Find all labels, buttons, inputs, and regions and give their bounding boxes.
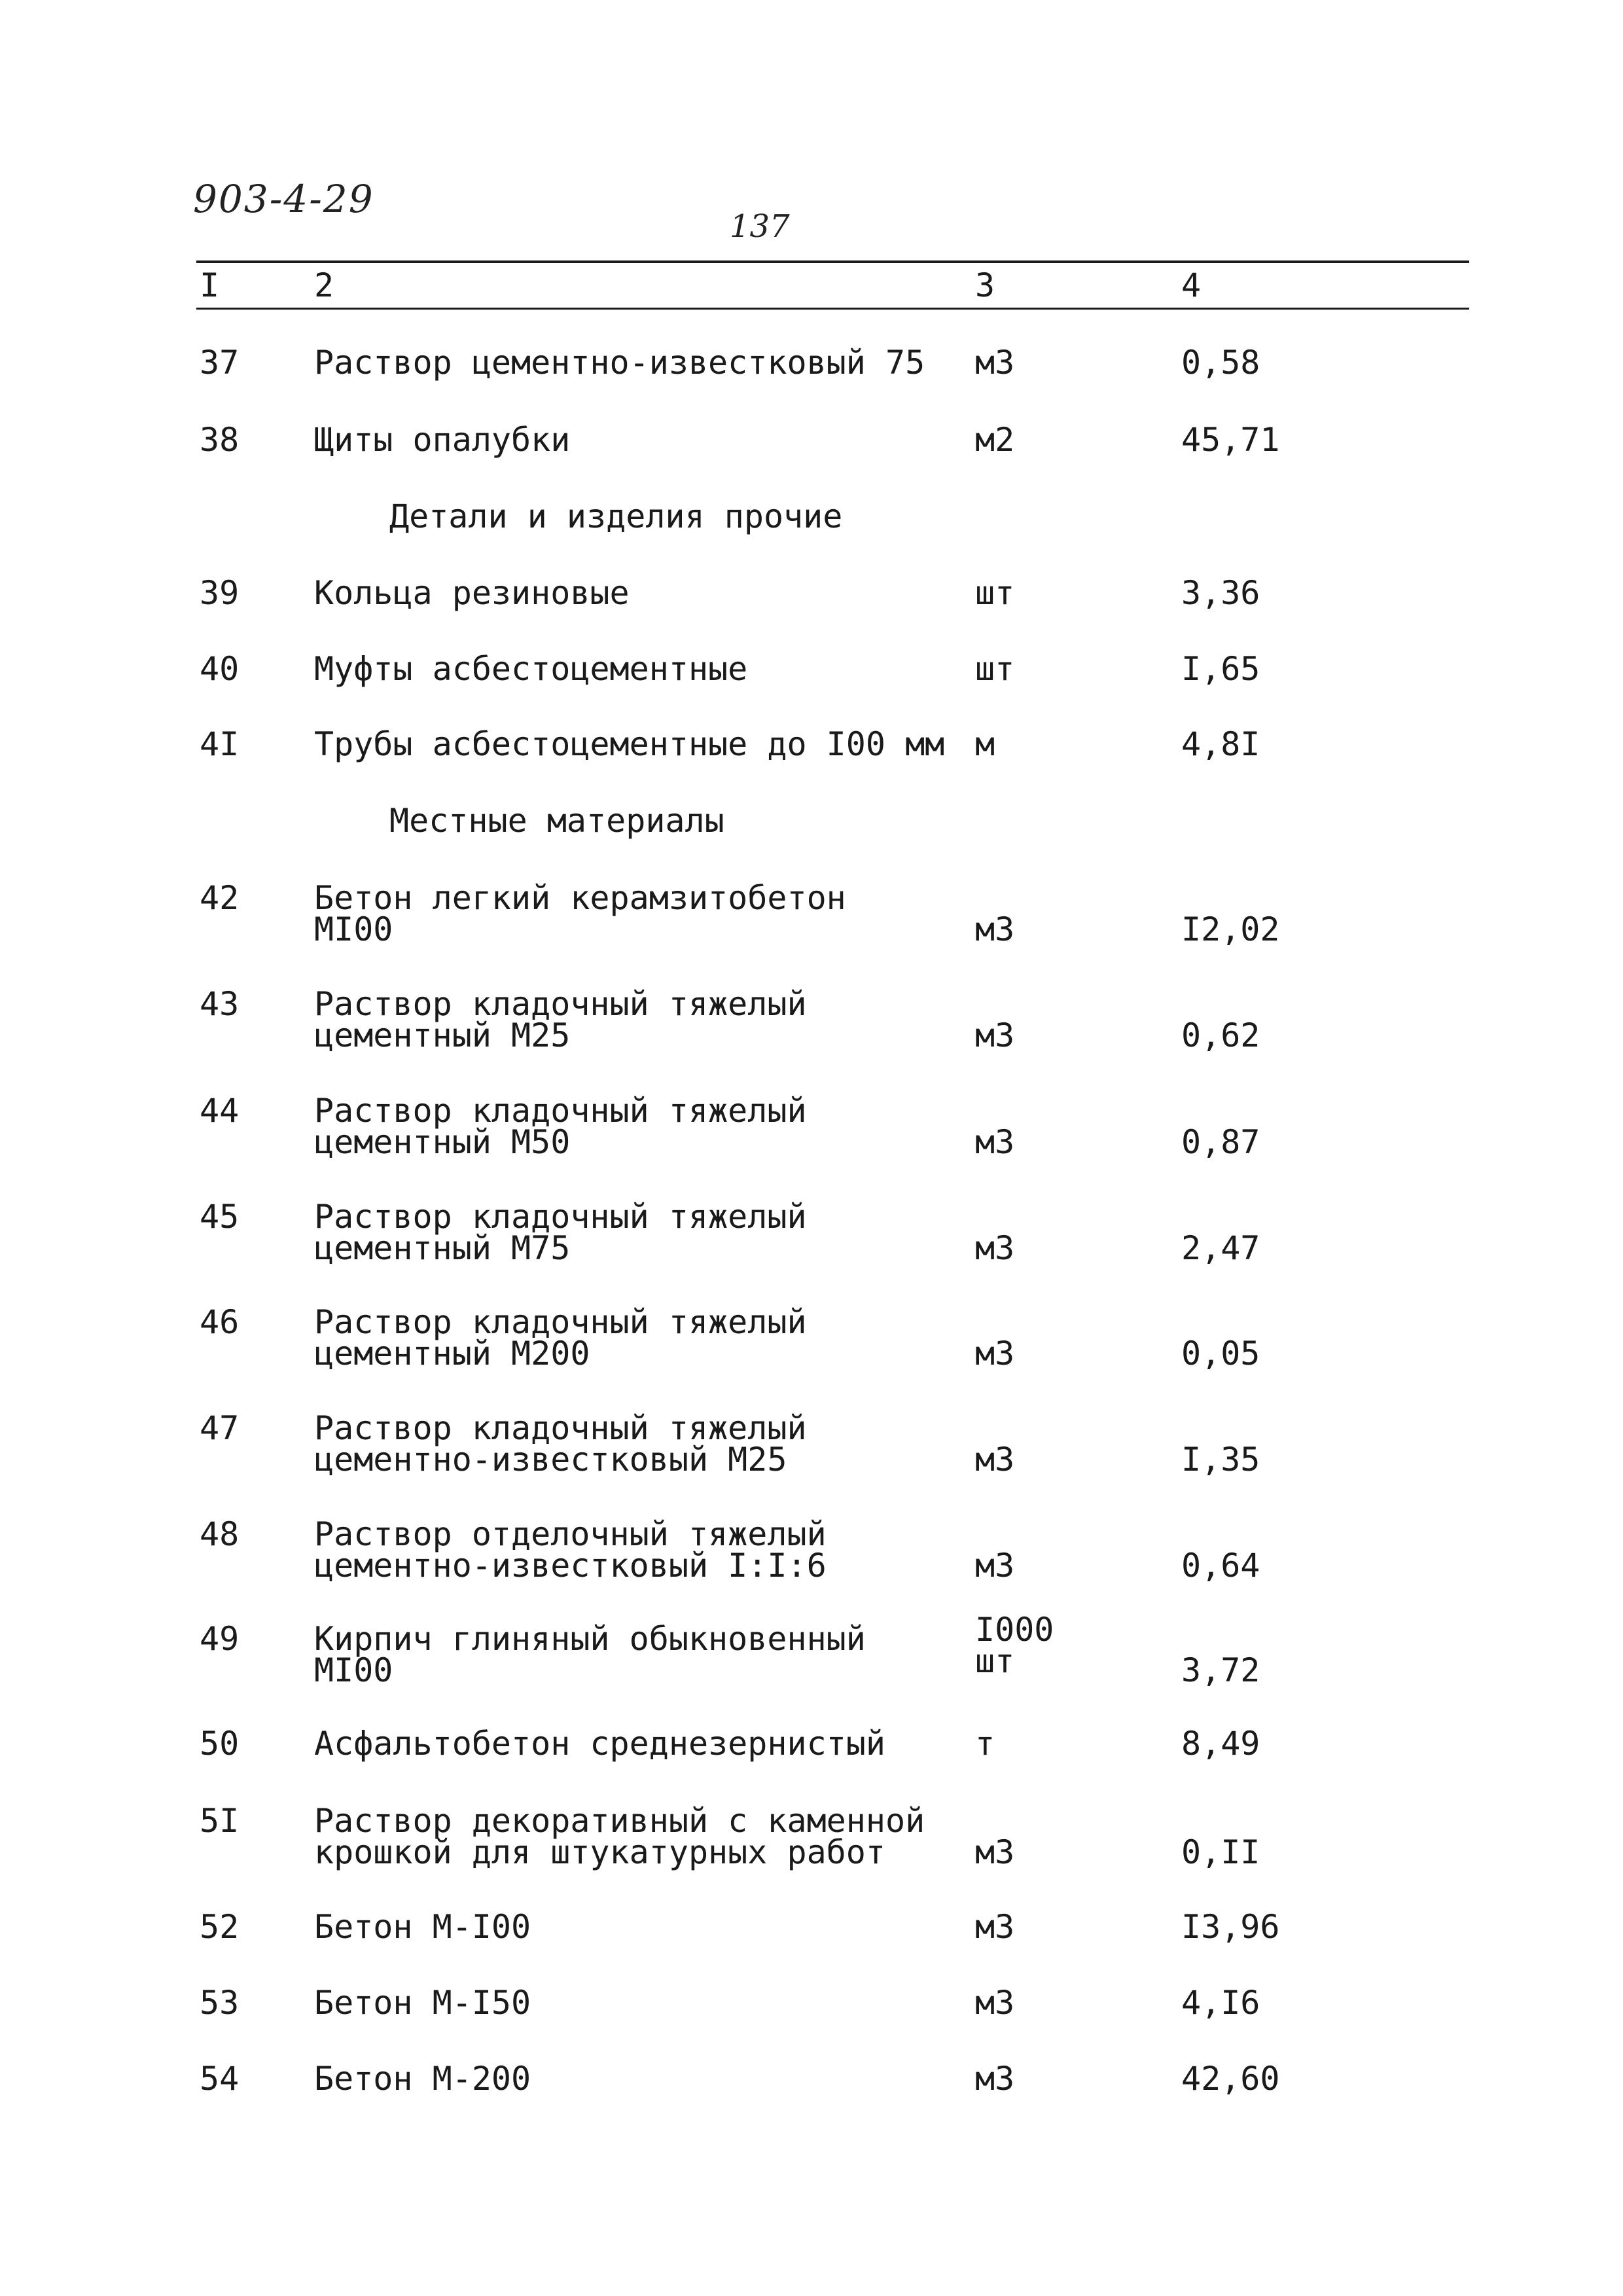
unit-line: I000 bbox=[975, 1611, 1054, 1649]
row-unit: м3 bbox=[975, 1229, 1015, 1267]
row-unit: м3 bbox=[975, 2060, 1015, 2098]
table-rule-top bbox=[196, 260, 1469, 263]
row-quantity: I,35 bbox=[1181, 1441, 1260, 1479]
row-description bbox=[314, 1620, 866, 1689]
description-line: цементный М75 bbox=[314, 1229, 571, 1267]
row-description bbox=[314, 650, 748, 688]
description-line: Муфты асбестоцементные bbox=[314, 650, 748, 688]
row-number: 40 bbox=[200, 650, 240, 688]
row-description bbox=[314, 574, 630, 612]
row-quantity: I2,02 bbox=[1181, 910, 1280, 948]
row-unit: м3 bbox=[975, 1908, 1015, 1946]
row-unit: м3 bbox=[975, 1833, 1015, 1871]
description-line: Трубы асбестоцементные до I00 мм bbox=[314, 725, 945, 763]
description-line: Раствор декоративный с каменной bbox=[314, 1802, 925, 1840]
table-header-row bbox=[0, 266, 1623, 306]
row-description bbox=[314, 1198, 807, 1267]
row-description bbox=[314, 1725, 885, 1763]
row-unit: м3 bbox=[975, 1984, 1015, 2022]
description-line: Бетон М-200 bbox=[314, 2060, 531, 2098]
description-line: цементный М25 bbox=[314, 1016, 571, 1054]
row-number: 53 bbox=[200, 1984, 240, 2022]
row-quantity: 0,58 bbox=[1181, 344, 1260, 382]
row-description bbox=[314, 725, 945, 763]
description-line: цементный М50 bbox=[314, 1123, 571, 1161]
row-number: 39 bbox=[200, 574, 240, 612]
description-line: Кирпич глиняный обыкновенный bbox=[314, 1620, 866, 1658]
row-unit: м3 bbox=[975, 1335, 1015, 1372]
column-header-4: 4 bbox=[1181, 266, 1202, 304]
row-unit bbox=[975, 1611, 1054, 1680]
description-line: Раствор цементно-известковый 75 bbox=[314, 344, 925, 382]
row-quantity: 3,72 bbox=[1181, 1651, 1260, 1689]
row-unit: м3 bbox=[975, 344, 1015, 382]
row-description bbox=[314, 985, 807, 1054]
row-description bbox=[314, 879, 846, 948]
row-unit: шт bbox=[975, 574, 1015, 612]
description-line: Раствор кладочный тяжелый bbox=[314, 1303, 807, 1341]
row-number: 37 bbox=[200, 344, 240, 382]
row-description bbox=[314, 421, 571, 459]
description-line: МI00 bbox=[314, 910, 393, 948]
row-quantity: 0,87 bbox=[1181, 1123, 1260, 1161]
description-line: Раствор кладочный тяжелый bbox=[314, 985, 807, 1023]
row-quantity: 3,36 bbox=[1181, 574, 1260, 612]
row-unit: шт bbox=[975, 650, 1015, 688]
description-line: Бетон легкий керамзитобетон bbox=[314, 879, 846, 917]
row-number: 44 bbox=[200, 1092, 240, 1130]
row-quantity: I,65 bbox=[1181, 650, 1260, 688]
row-number: 45 bbox=[200, 1198, 240, 1236]
description-line: цементный М200 bbox=[314, 1335, 590, 1372]
row-quantity: 42,60 bbox=[1181, 2060, 1280, 2098]
row-number: 5I bbox=[200, 1802, 240, 1840]
row-unit: м3 bbox=[975, 1441, 1015, 1479]
row-description bbox=[314, 1409, 807, 1479]
row-number: 43 bbox=[200, 985, 240, 1023]
row-quantity: 4,8I bbox=[1181, 725, 1260, 763]
description-line: Асфальтобетон среднезернистый bbox=[314, 1725, 885, 1763]
description-line: крошкой для штукатурных работ bbox=[314, 1833, 885, 1871]
section-heading: Детали и изделия прочие bbox=[389, 497, 843, 535]
description-line: Кольца резиновые bbox=[314, 574, 630, 612]
row-number: 52 bbox=[200, 1908, 240, 1946]
table-rule-bottom bbox=[196, 308, 1469, 310]
description-line: МI00 bbox=[314, 1651, 393, 1689]
row-quantity: 0,II bbox=[1181, 1833, 1260, 1871]
row-description bbox=[314, 1092, 807, 1161]
row-number: 50 bbox=[200, 1725, 240, 1763]
row-number: 47 bbox=[200, 1409, 240, 1447]
row-unit: м3 bbox=[975, 1547, 1015, 1585]
column-header-1: I bbox=[200, 266, 220, 304]
row-number: 46 bbox=[200, 1303, 240, 1341]
row-unit: м3 bbox=[975, 1016, 1015, 1054]
description-line: цементно-известковый М25 bbox=[314, 1441, 787, 1479]
row-description bbox=[314, 1908, 531, 1946]
row-quantity: 0,62 bbox=[1181, 1016, 1260, 1054]
row-unit: т bbox=[975, 1725, 995, 1763]
description-line: Щиты опалубки bbox=[314, 421, 571, 459]
column-header-2: 2 bbox=[314, 266, 334, 304]
row-quantity: 8,49 bbox=[1181, 1725, 1260, 1763]
row-quantity: 4,I6 bbox=[1181, 1984, 1260, 2022]
description-line: Раствор кладочный тяжелый bbox=[314, 1092, 807, 1130]
description-line: Раствор кладочный тяжелый bbox=[314, 1409, 807, 1447]
document-code: 903-4-29 bbox=[193, 177, 374, 221]
row-quantity: 0,05 bbox=[1181, 1335, 1260, 1372]
row-quantity: 45,71 bbox=[1181, 421, 1280, 459]
row-unit: м3 bbox=[975, 910, 1015, 948]
row-unit: м3 bbox=[975, 1123, 1015, 1161]
column-header-3: 3 bbox=[975, 266, 995, 304]
row-unit: м2 bbox=[975, 421, 1015, 459]
description-line: Раствор отделочный тяжелый bbox=[314, 1515, 827, 1553]
row-description bbox=[314, 2060, 531, 2098]
description-line: Бетон М-I00 bbox=[314, 1908, 531, 1946]
unit-line: шт bbox=[975, 1642, 1015, 1680]
row-number: 4I bbox=[200, 725, 240, 763]
row-number: 49 bbox=[200, 1620, 240, 1658]
row-number: 48 bbox=[200, 1515, 240, 1553]
row-description bbox=[314, 1802, 925, 1871]
row-unit: м bbox=[975, 725, 995, 763]
row-description bbox=[314, 1515, 827, 1585]
page-number: 137 bbox=[730, 208, 790, 245]
row-description bbox=[314, 1303, 807, 1372]
description-line: Раствор кладочный тяжелый bbox=[314, 1198, 807, 1236]
section-heading: Местные материалы bbox=[389, 802, 724, 840]
row-quantity: 0,64 bbox=[1181, 1547, 1260, 1585]
description-line: Бетон М-I50 bbox=[314, 1984, 531, 2022]
row-description bbox=[314, 344, 925, 382]
row-number: 42 bbox=[200, 879, 240, 917]
row-quantity: 2,47 bbox=[1181, 1229, 1260, 1267]
row-number: 38 bbox=[200, 421, 240, 459]
row-number: 54 bbox=[200, 2060, 240, 2098]
row-quantity: I3,96 bbox=[1181, 1908, 1280, 1946]
row-description bbox=[314, 1984, 531, 2022]
description-line: цементно-известковый I:I:6 bbox=[314, 1547, 827, 1585]
